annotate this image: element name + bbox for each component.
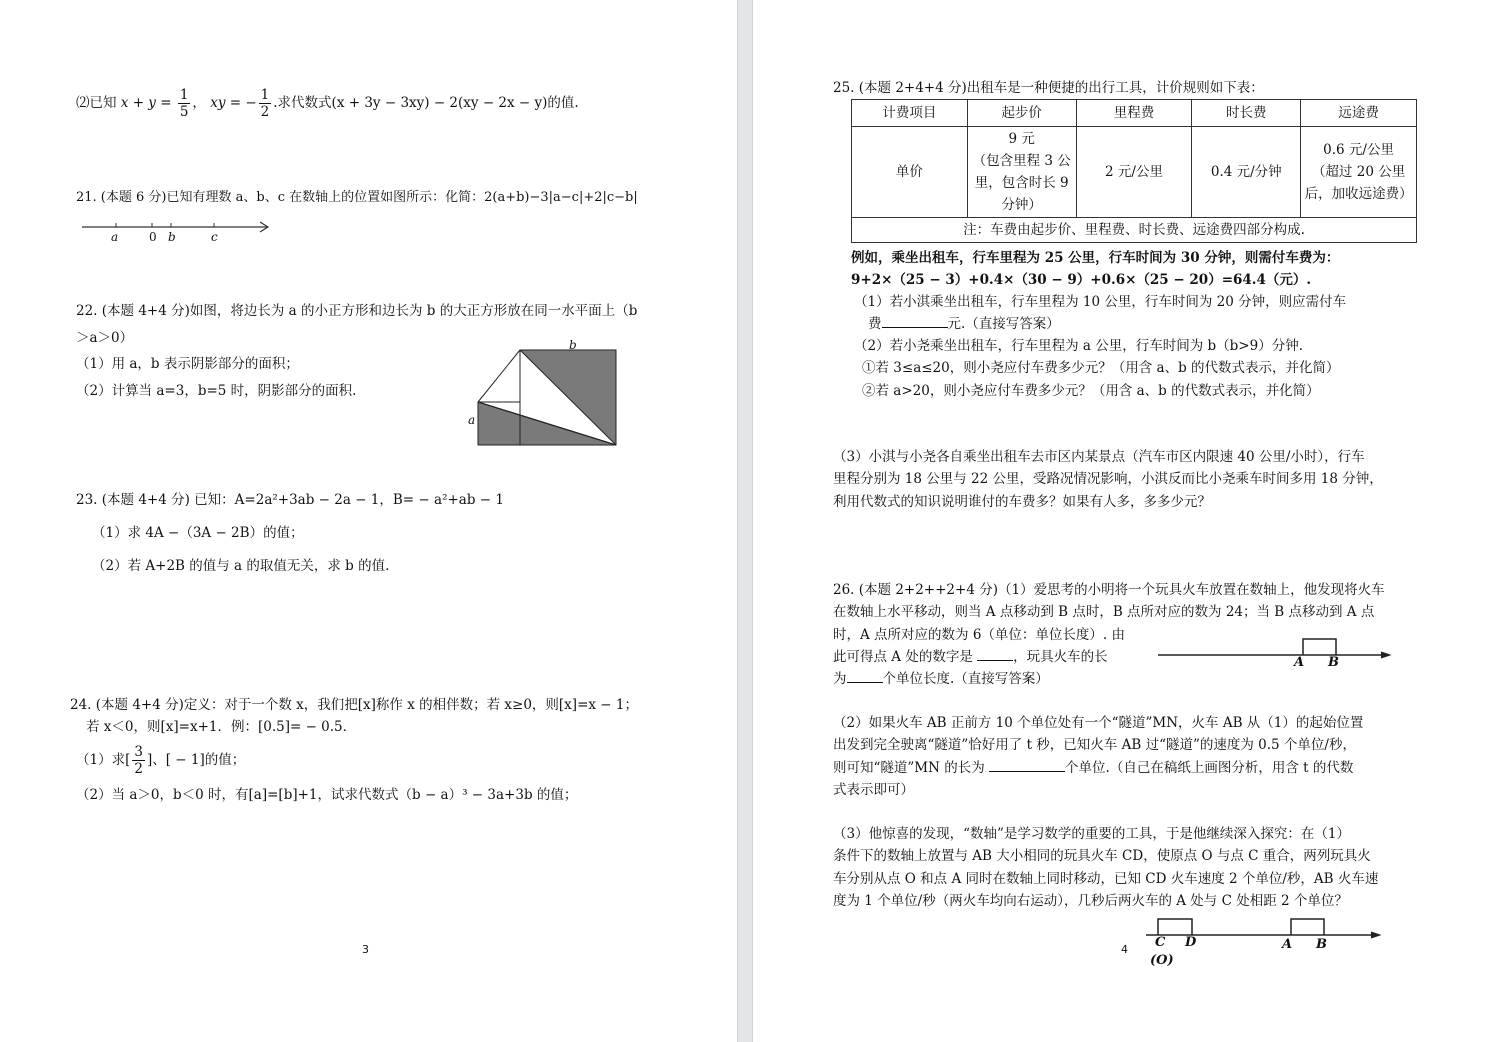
q20-frac1 bbox=[178, 87, 191, 120]
q23-B: B= − a²+ab − 1 bbox=[392, 492, 504, 508]
q25-example-line1: 例如，乘坐出租车，行车里程为 25 公里，行车时间为 30 分钟，则需付车费为： bbox=[851, 250, 1340, 266]
page-number-4: 4 bbox=[1121, 943, 1128, 956]
q26-p2-line4: 式表示即可） bbox=[833, 782, 914, 798]
td-far-line: （超过 20 公里 bbox=[1311, 164, 1406, 180]
axis-label-c: c bbox=[211, 230, 218, 244]
q25-part2-2: ②若 a>20，则小尧应付车费多少元？（用含 a、b 的代数式表示，并化简） bbox=[862, 383, 1320, 399]
fig-label-b: b bbox=[569, 338, 577, 352]
q25-part2-1: ①若 3≤a≤20，则小尧应付车费多少元？（用含 a、b 的代数式表示，并化简） bbox=[862, 360, 1340, 376]
fare-table-header bbox=[852, 100, 1417, 127]
q20-part2 bbox=[76, 86, 579, 120]
q22-part1: （1）用 a，b 表示阴影部分的面积； bbox=[76, 356, 299, 372]
fig2-label-D: D bbox=[1185, 935, 1197, 950]
q20-suffix: .求代数式(x + 3y − 3xy) − 2(xy − 2x − y)的值. bbox=[273, 95, 579, 111]
q25-part1-line1: （1）若小淇乘坐出租车，行车里程为 10 公里，行车时间为 20 分钟，则应需付车 bbox=[854, 294, 1347, 310]
answer-blank[interactable] bbox=[882, 313, 948, 328]
th-start: 起步价 bbox=[967, 100, 1076, 127]
q24-part1 bbox=[76, 742, 245, 778]
q26-p1-l5-prefix: 为 bbox=[833, 671, 847, 687]
q23-stem bbox=[76, 489, 504, 511]
q24-part2: （2）当 a＞0，b＜0 时，有[a]=[b]+1，试求代数式（b − a）³ − 3a+3b 的值； bbox=[76, 787, 578, 803]
frac-num: 1 bbox=[179, 87, 189, 103]
fig2-label-B: B bbox=[1316, 937, 1327, 952]
q25-stem: 25. (本题 2+4+4 分)出租车是一种便捷的出行工具，计价规则如下表： bbox=[833, 80, 1264, 96]
q26-p1-line3: 时，A 点所对应的数为 6（单位：单位长度）. 由 bbox=[833, 627, 1126, 643]
q26-p1-l4-prefix: 此可得点 A 处的数字是 bbox=[833, 649, 978, 665]
q25-part3-line1: （3）小淇与小尧各自乘坐出租车去市区内某景点（汽车市区内限速 40 公里/小时），行车 bbox=[833, 449, 1365, 465]
fig1-label-B: B bbox=[1328, 655, 1339, 670]
q26-p2-line2: 出发到完全驶离“隧道”恰好用了 t 秒，已知火车 AB 过“隧道”的速度为 0.5 个单位/秒， bbox=[833, 737, 1356, 753]
q22-squares-figure bbox=[478, 350, 616, 445]
td-start-line: 9 元 bbox=[1008, 131, 1035, 147]
q26-p2-l3-suffix: 个单位.（自己在稿纸上画图分析，用含 t 的代数 bbox=[1065, 760, 1354, 776]
q26-p1-line1: 26. (本题 2+2++2+4 分)（1）爱思考的小明将一个玩具火车放置在数轴上，他发现将火车 bbox=[833, 582, 1385, 598]
fig2-label-A: A bbox=[1282, 937, 1293, 952]
td-unit: 单价 bbox=[852, 127, 968, 218]
fig2-label-O: (O) bbox=[1150, 953, 1174, 968]
q26-p3-line1: （3）他惊喜的发现，“数轴”是学习数学的重要的工具，于是他继续深入探究：在（1） bbox=[833, 826, 1350, 842]
td-far-line: 后，加收远途费） bbox=[1304, 186, 1413, 202]
q26-p2-line3 bbox=[833, 757, 1353, 779]
axis-label-b: b bbox=[168, 230, 176, 244]
q26-train-figure-1 bbox=[1158, 637, 1393, 659]
q25-part1-suffix: 元.（直接写答案） bbox=[947, 316, 1060, 332]
fare-table-row bbox=[852, 127, 1417, 218]
td-far bbox=[1301, 127, 1417, 218]
td-start-line: 里，包含时长 9 bbox=[974, 175, 1069, 191]
axis-label-0: 0 bbox=[149, 230, 157, 244]
th-far: 远途费 bbox=[1301, 100, 1417, 127]
page-number-3: 3 bbox=[362, 943, 369, 956]
q24-line1: 24. (本题 4+4 分)定义：对于一个数 x，我们把[x]称作 x 的相伴数；若 x≥0，则[x]=x − 1； bbox=[70, 697, 638, 713]
q24-frac bbox=[132, 744, 145, 777]
page-3 bbox=[0, 0, 737, 1042]
frac-den: 5 bbox=[179, 104, 189, 120]
td-start-line: （包含里程 3 公 bbox=[972, 153, 1071, 169]
answer-blank[interactable] bbox=[977, 646, 1013, 661]
q26-p1-l5-suffix: 个单位长度.（直接写答案） bbox=[882, 671, 1049, 687]
fig2-label-C: C bbox=[1155, 935, 1166, 950]
q20-eq1: x + y = bbox=[120, 95, 176, 111]
axis-label-a: a bbox=[111, 230, 119, 244]
th-time: 时长费 bbox=[1192, 100, 1301, 127]
q22-line2: ＞a＞0） bbox=[76, 330, 134, 346]
q23-part1: （1）求 4A −（3A − 2B）的值； bbox=[92, 525, 304, 541]
q26-train-figure-2 bbox=[1146, 917, 1386, 939]
fig1-label-A: A bbox=[1294, 655, 1305, 670]
q26-p1-l4-suffix: ，玩具火车的长 bbox=[1013, 649, 1108, 665]
q25-part1-prefix: 费 bbox=[868, 316, 882, 332]
td-mileage: 2 元/公里 bbox=[1076, 127, 1192, 218]
q26-p2-line1: （2）如果火车 AB 正前方 10 个单位处有一个“隧道”MN，火车 AB 从（1）的起始位置 bbox=[833, 715, 1364, 731]
answer-blank[interactable] bbox=[847, 668, 883, 683]
frac-den: 2 bbox=[134, 761, 143, 777]
td-start bbox=[967, 127, 1076, 218]
q22-part2: （2）计算当 a=3，b=5 时，阴影部分的面积. bbox=[76, 383, 357, 399]
q26-p3-line2: 条件下的数轴上放置与 AB 大小相同的玩具火车 CD，使原点 O 与点 C 重合，两列玩具火 bbox=[833, 848, 1371, 864]
td-start-line: 分钟） bbox=[1001, 197, 1042, 213]
q25-part1-line2 bbox=[868, 313, 1060, 335]
q26-p1-line4 bbox=[833, 646, 1108, 668]
fig-label-a: a bbox=[468, 413, 476, 427]
frac-num: 3 bbox=[134, 744, 143, 760]
q21-stem: 21. (本题 6 分)已知有理数 a、b、c 在数轴上的位置如图所示：化简：2(a+b)−3|a−c|+2|c−b| bbox=[76, 190, 638, 205]
fare-table-note-row bbox=[852, 218, 1417, 243]
q25-part2: （2）若小尧乘坐出租车，行车里程为 a 公里，行车时间为 b（b>9）分钟. bbox=[854, 338, 1303, 354]
frac-num: 1 bbox=[260, 87, 270, 103]
td-note: 注：车费由起步价、里程费、时长费、远途费四部分构成. bbox=[852, 218, 1417, 243]
q26-p3-line3: 车分别从点 O 和点 A 同时在数轴上同时移动，已知 CD 火车速度 2 个单位/秒，AB 火车速 bbox=[833, 871, 1379, 887]
th-mileage: 里程费 bbox=[1076, 100, 1192, 127]
q20-prefix: ⑵已知 bbox=[76, 95, 117, 111]
q24-part1-suffix: ]、[ − 1]的值； bbox=[146, 752, 246, 768]
q20-sep: ， bbox=[192, 95, 206, 111]
answer-blank[interactable] bbox=[989, 757, 1065, 772]
q20-eq2: xy = − bbox=[210, 95, 257, 111]
q25-part3-line3: 利用代数式的知识说明谁付的车费多？如果有人多，多多少元？ bbox=[833, 494, 1211, 510]
q24-part1-prefix: （1）求[ bbox=[76, 752, 131, 768]
q26-p1-line2: 在数轴上水平移动，则当 A 点移动到 B 点时，B 点所对应的数为 24；当 B 点移动到 A 点 bbox=[833, 604, 1375, 620]
q23-prefix: 23. (本题 4+4 分) 已知： bbox=[76, 492, 235, 508]
page-gutter bbox=[737, 0, 753, 1042]
q26-p2-l3-prefix: 则可知“隧道”MN 的长为 bbox=[833, 760, 990, 776]
q26-p1-line5 bbox=[833, 668, 1049, 690]
q26-p3-line4: 度为 1 个单位/秒（两火车均向右运动），几秒后两火车的 A 处与 C 处相距 2 个单位？ bbox=[833, 893, 1348, 909]
fare-table bbox=[851, 99, 1417, 243]
frac-den: 2 bbox=[260, 104, 270, 120]
td-time: 0.4 元/分钟 bbox=[1192, 127, 1301, 218]
q20-frac2 bbox=[259, 87, 272, 120]
q23-A: A=2a²+3ab − 2a − 1， bbox=[234, 492, 393, 508]
q25-part3-line2: 里程分别为 18 公里与 22 公里，受路况情况影响，小淇反而比小尧乘车时间多用 18 分钟， bbox=[833, 471, 1383, 487]
q24-line2: 若 x＜0，则[x]=x+1．例：[0.5]= − 0.5． bbox=[86, 719, 357, 735]
q22-line1: 22. (本题 4+4 分)如图，将边长为 a 的小正方形和边长为 b 的大正方形放在同一水平面上（b bbox=[76, 303, 638, 319]
q25-example-line2: 9+2×（25 − 3）+0.4×（30 − 9）+0.6×（25 − 20）=64.4（元）. bbox=[851, 272, 1312, 288]
q23-part2: （2）若 A+2B 的值与 a 的取值无关，求 b 的值. bbox=[92, 558, 390, 574]
td-far-line: 0.6 元/公里 bbox=[1323, 142, 1394, 158]
th-item: 计费项目 bbox=[852, 100, 968, 127]
